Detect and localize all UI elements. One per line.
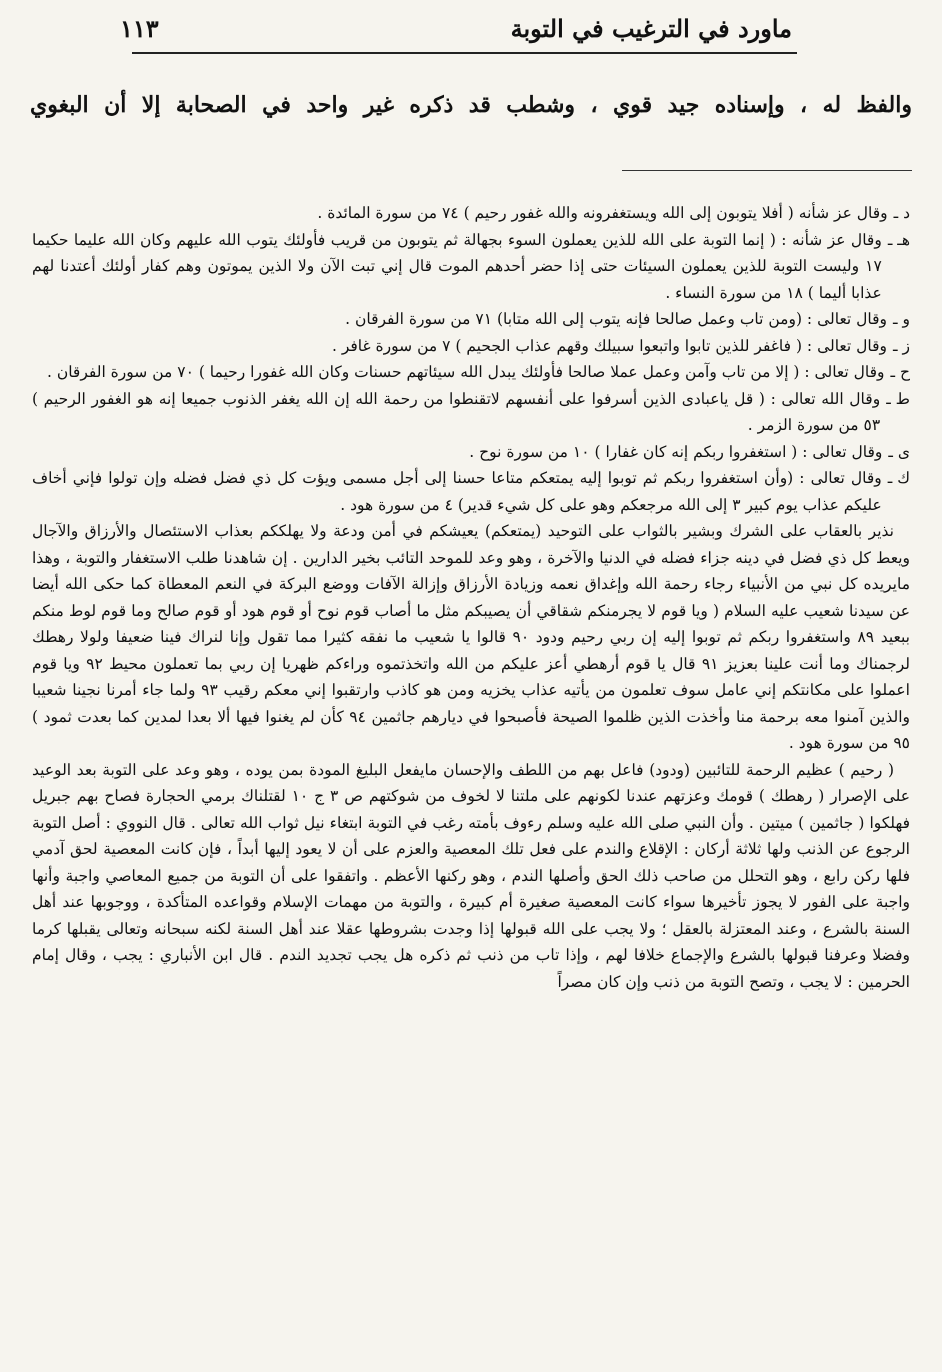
item-text: وقال تعالى : ( استغفروا ربكم إنه كان غفارا ) ١٠ من سورة نوح .	[469, 442, 883, 461]
commentary-paragraph: ( رحيم ) عظيم الرحمة للتائبين (ودود) فاعل بهم من اللطف والإحسان مايفعل البليغ المودة بمن يوده ، وهو وعد على التوبة بعد الوعيد على الإصرار ( رهطك ) قومك وعزتهم عندنا لكونهم على ملتنا لا لخوف من شوكتهم ص ٣ ج ١٠ لقتلناك برمي الحجارة فصاح بهم جبريل فهلكوا ( جاثمين ) ميتين . وأن النبي صلى الله عليه وسلم رءوف بأمته رغب في التوبة ابتغاء نيل ثواب الله تعالى . قال النووي : أصل التوبة الرجوع عن الذنب ولها ثلاثة أركان : الإقلاع والندم على فعل تلك المعصية والعزم على أن لا يعود إليها أبداً ، فإن كانت المعصية لحق آدمي فلها ركن رابع ، وهو التحلل من صاحب ذلك الحق وأصلها الندم ، وهو ركنها الأعظم . واتفقوا على أن التوبة من جميع المعاصي واجبة وأنها واجبة على الفور لا يجوز تأخيرها سواء كانت المعصية صغيرة أم كبيرة ، والتوبة من مهمات الإسلام وقواعده المتأكدة ، ووجوبها عند أهل السنة بالشرع ، وعند المعتزلة بالعقل ؛ ولا يجب على الله قبولها إذا وجدت بشروطها عقلا عند أهل السنة لكنه سبحانه وتعالى يقبلها كرما وفضلا وعرفنا قبولها بالشرع والإجماع خلافا لهم ، وإذا تاب من ذنب ثم ذكره هل يجب تجديد الندم . قال ابن الأنباري : يجب ، وقال إمام الحرمين : لا يجب ، وتصح التوبة من ذنب وإن كان مصراً	[32, 760, 910, 991]
item-label: ك ـ	[887, 469, 910, 487]
item-label: ى ـ	[888, 442, 910, 461]
footnote-continuation: والفظ له ، وإسناده جيد قوي ، وشطب قد ذكره غير واحد في الصحابة إلا أن البغوي	[30, 92, 912, 118]
footnote-separator	[622, 170, 912, 171]
item-text: وقال تعالى : (ومن تاب وعمل صالحا فإنه يتوب إلى الله متابا) ٧١ من سورة الفرقان .	[345, 310, 888, 328]
item-label: ز ـ	[893, 336, 910, 355]
commentary-paragraph: نذير بالعقاب على الشرك وبشير بالثواب على التوحيد (يمتعكم) يعيشكم في أمن ودعة ولا يهلككم بعذاب الاستئصال والأرزاق والآجال ويعط كل ذي فضل في دينه جزاء فضله في الدنيا والآخرة ، وهو وعد للموحد التائب بخير الدارين . إن شاهدنا طلب الاستغفار والتوبة ، وهذا مايريده كل نبي من الأنبياء رجاء رحمة الله وإغداق نعمه وزيادة الأرزاق وإزالة الآفات ووضع البركة في النعم المعطاة كما حكى الله أيضا عن سيدنا شعيب عليه السلام ( ويا قوم لا يجرمنكم شقاقي أن يصيبكم مثل ما أصاب قوم نوح أو قوم هود أو قوم صالح وما قوم لوط منكم ببعيد ٨٩ واستغفروا ربكم ثم توبوا إليه إن ربي رحيم ودود ٩٠ قالوا يا شعيب ما نفقه كثيرا مما تقول وإنا لنراك فينا ضعيفا ولولا رهطك لرجمناك وما أنت علينا بعزيز ٩١ قال يا قوم أرهطي أعز عليكم من الله واتخذتموه وراءكم ظهريا إن ربي بما تعملون محيط ٩٢ ويا قوم اعملوا على مكانتكم إني عامل سوف تعلمون من يأتيه عذاب يخزيه ومن هو كاذب وارتقبوا إني معكم رقيب ٩٣ ولما جاء أمرنا نجينا شعيبا والذين آمنوا معه برحمة منا وأخذت الذين ظلموا الصيحة فأصبحوا في ديارهم جاثمين ٩٤ كأن لم يغنوا فيها ألا بعدا لمدين كما بعدت ثمود ) ٩٥ من سورة هود .	[32, 522, 910, 752]
item-label: ط ـ	[886, 389, 910, 408]
verse-item	[32, 465, 910, 518]
item-text: وقال تعالى : (وأن استغفروا ربكم ثم توبوا إليه يمتعكم متاعا حسنا إلى أجل مسمى ويؤت كل ذي فضل فضله وإن تولوا فإني أخاف عليكم عذاب يوم كبير ٣ إلى الله مرجعكم وهو على كل شيء قدير) ٤ من سورة هود .	[32, 469, 882, 514]
item-label: هـ ـ	[887, 230, 910, 249]
page-header	[120, 8, 792, 48]
main-text	[32, 200, 910, 995]
item-text: وقال عز شأنه : ( إنما التوبة على الله للذين يعملون السوء بجهالة ثم يتوبون من قريب فأولئك يتوب الله عليهم وكان الله عليما حكيما ١٧ وليست التوبة للذين يعملون السيئات حتى إذا حضر أحدهم الموت قال إني تبت الآن ولا الذين يموتون وهم كفار أولئك أعتدنا لهم عذابا أليما ) ١٨ من سورة النساء .	[32, 230, 882, 302]
verse-item	[32, 439, 910, 466]
verse-item	[32, 333, 910, 360]
item-text: وقال عز شأنه ( أفلا يتوبون إلى الله ويستغفرونه والله غفور رحيم ) ٧٤ من سورة المائدة .	[317, 204, 888, 222]
header-rule	[132, 52, 797, 54]
verse-item	[32, 386, 910, 439]
page-number: ١١٣	[120, 13, 159, 43]
item-text: وقال الله تعالى : ( قل ياعبادى الذين أسرفوا على أنفسهم لاتقنطوا من رحمة الله إن الله يغفر الذنوب جميعا إنه هو الغفور الرحيم ) ٥٣ من سورة الزمر .	[32, 389, 881, 434]
item-label: و ـ	[893, 310, 910, 328]
verse-item	[32, 200, 910, 227]
item-label: د ـ	[893, 204, 910, 222]
item-text: وقال تعالى : ( فاغفر للذين تابوا واتبعوا سبيلك وقهم عذاب الجحيم ) ٧ من سورة غافر .	[331, 336, 888, 355]
item-label: ح ـ	[890, 363, 910, 381]
running-title: ماورد في الترغيب في التوبة	[510, 13, 792, 43]
verse-item	[32, 227, 910, 307]
verse-item	[32, 359, 910, 386]
verse-item	[32, 306, 910, 333]
item-text: وقال تعالى : ( إلا من تاب وآمن وعمل عملا صالحا فأولئك يبدل الله سيئاتهم حسنات وكان الله غفورا رحيما ) ٧٠ من سورة الفرقان .	[46, 363, 885, 381]
